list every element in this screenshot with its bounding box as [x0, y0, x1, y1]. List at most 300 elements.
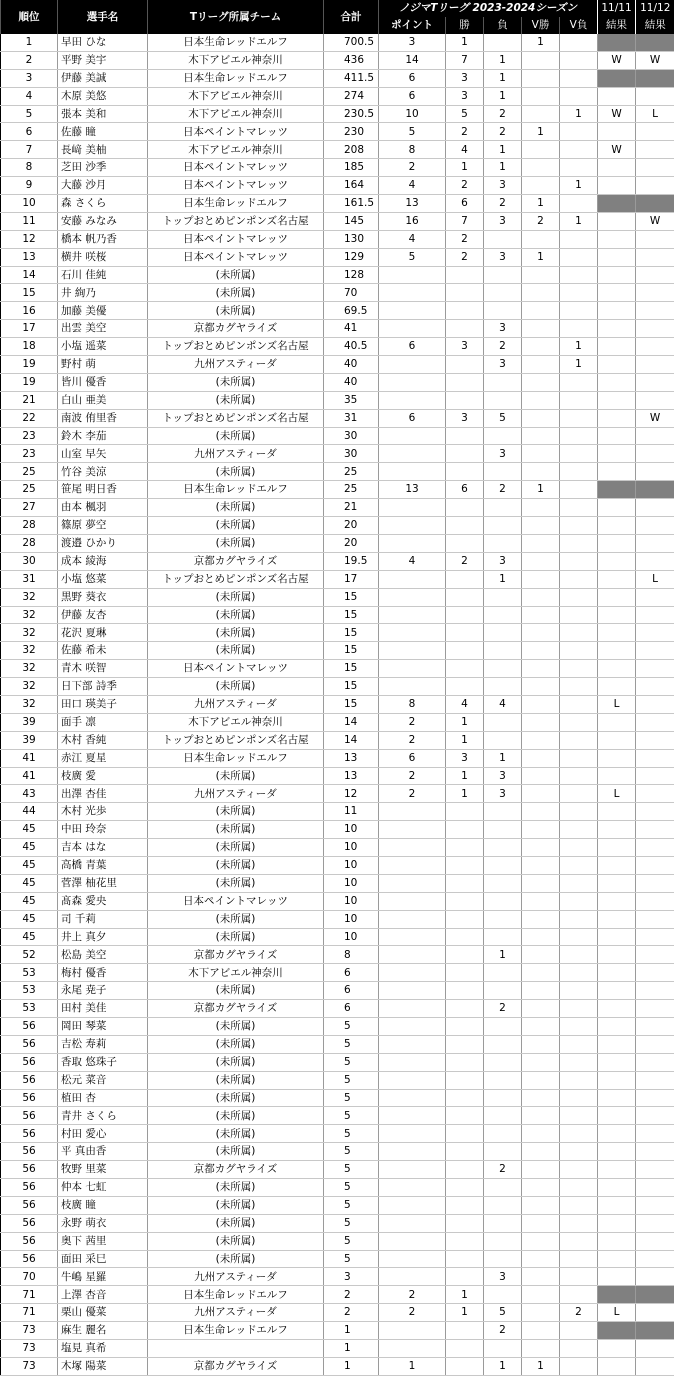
- vwins-cell: [522, 642, 560, 660]
- player-name-cell: 安藤 みなみ: [58, 212, 148, 230]
- player-name-cell: 木塚 陽菜: [58, 1357, 148, 1375]
- result2-cell: [636, 1000, 674, 1018]
- player-name-cell: 岡田 琴菜: [58, 1017, 148, 1035]
- total-cell: 20: [324, 517, 379, 535]
- vlosses-cell: [560, 1089, 598, 1107]
- player-name-cell: 竹谷 美涼: [58, 463, 148, 481]
- table-row: [1, 1035, 674, 1053]
- table-row: [1, 1286, 674, 1304]
- losses-cell: 2: [484, 338, 522, 356]
- total-cell: 5: [324, 1125, 379, 1143]
- table-row: [1, 51, 674, 69]
- wins-cell: [446, 803, 484, 821]
- result1-cell: [598, 1214, 636, 1232]
- vlosses-cell: [560, 856, 598, 874]
- points-cell: 4: [379, 552, 446, 570]
- result1-cell: [598, 678, 636, 696]
- vwins-cell: [522, 1322, 560, 1340]
- wins-cell: [446, 910, 484, 928]
- total-header: 合計: [324, 0, 379, 34]
- vwins-cell: [522, 517, 560, 535]
- total-cell: 5: [324, 1143, 379, 1161]
- result2-cell: [636, 177, 674, 195]
- player-name-cell: 松元 菜音: [58, 1071, 148, 1089]
- wins-cell: [446, 1089, 484, 1107]
- wins-cell: [446, 892, 484, 910]
- rank-cell: 44: [1, 803, 58, 821]
- result1-cell: [598, 1286, 636, 1304]
- wins-cell: [446, 1322, 484, 1340]
- wins-cell: [446, 982, 484, 1000]
- losses-cell: [484, 373, 522, 391]
- losses-cell: [484, 1143, 522, 1161]
- vlosses-cell: [560, 1161, 598, 1179]
- rank-cell: 27: [1, 499, 58, 517]
- rank-cell: 45: [1, 874, 58, 892]
- losses-cell: 3: [484, 248, 522, 266]
- vlosses-cell: [560, 499, 598, 517]
- losses-cell: 3: [484, 552, 522, 570]
- rank-cell: 10: [1, 195, 58, 213]
- vlosses-cell: [560, 391, 598, 409]
- total-cell: 13: [324, 767, 379, 785]
- losses-cell: 5: [484, 1304, 522, 1322]
- player-name-cell: 橋本 帆乃香: [58, 230, 148, 248]
- losses-cell: [484, 588, 522, 606]
- table-row: [1, 1000, 674, 1018]
- rank-cell: 52: [1, 946, 58, 964]
- result2-cell: [636, 373, 674, 391]
- total-cell: 14: [324, 731, 379, 749]
- rank-cell: 71: [1, 1304, 58, 1322]
- vlosses-cell: [560, 463, 598, 481]
- losses-cell: [484, 1232, 522, 1250]
- losses-cell: 5: [484, 409, 522, 427]
- table-row: [1, 159, 674, 177]
- points-header: ポイント: [379, 17, 446, 34]
- table-row: [1, 552, 674, 570]
- result1-cell: [598, 427, 636, 445]
- vlosses-cell: [560, 159, 598, 177]
- player-name-cell: 中田 玲奈: [58, 821, 148, 839]
- table-row: [1, 874, 674, 892]
- vlosses-cell: [560, 1232, 598, 1250]
- losses-cell: [484, 1196, 522, 1214]
- result2-cell: W: [636, 212, 674, 230]
- total-cell: 10: [324, 821, 379, 839]
- vwins-cell: [522, 1107, 560, 1125]
- vwins-cell: 1: [522, 248, 560, 266]
- wins-cell: [446, 373, 484, 391]
- player-name-cell: 横井 咲桜: [58, 248, 148, 266]
- vwins-cell: [522, 534, 560, 552]
- player-name-cell: 早田 ひな: [58, 34, 148, 51]
- player-name-cell: 芝田 沙季: [58, 159, 148, 177]
- vlosses-header: V負: [560, 17, 598, 34]
- team-cell: (未所属): [148, 1125, 324, 1143]
- table-row: [1, 910, 674, 928]
- wins-cell: [446, 1000, 484, 1018]
- losses-cell: [484, 463, 522, 481]
- total-cell: 15: [324, 624, 379, 642]
- result1-cell: [598, 1143, 636, 1161]
- rank-cell: 13: [1, 248, 58, 266]
- points-cell: 1: [379, 1357, 446, 1375]
- team-cell: (未所属): [148, 588, 324, 606]
- total-cell: 31: [324, 409, 379, 427]
- player-name-cell: 松島 美空: [58, 946, 148, 964]
- player-name-cell: 麻生 麗名: [58, 1322, 148, 1340]
- losses-cell: [484, 1340, 522, 1358]
- vlosses-cell: [560, 1143, 598, 1161]
- result2-cell: [636, 266, 674, 284]
- player-name-cell: 大藤 沙月: [58, 177, 148, 195]
- vlosses-cell: 1: [560, 356, 598, 374]
- points-cell: [379, 892, 446, 910]
- vlosses-cell: [560, 570, 598, 588]
- wins-cell: [446, 821, 484, 839]
- player-name-cell: 佐藤 瞳: [58, 123, 148, 141]
- vlosses-cell: [560, 1268, 598, 1286]
- losses-cell: 1: [484, 946, 522, 964]
- wins-cell: [446, 1232, 484, 1250]
- rank-cell: 45: [1, 892, 58, 910]
- result2-cell: [636, 159, 674, 177]
- wins-cell: [446, 499, 484, 517]
- rank-cell: 56: [1, 1196, 58, 1214]
- points-cell: [379, 391, 446, 409]
- result2-cell: [636, 87, 674, 105]
- table-row: [1, 248, 674, 266]
- table-row: [1, 463, 674, 481]
- table-row: [1, 338, 674, 356]
- player-name-cell: 梅村 優香: [58, 964, 148, 982]
- rank-cell: 18: [1, 338, 58, 356]
- losses-cell: [484, 266, 522, 284]
- wins-cell: 6: [446, 481, 484, 499]
- team-cell: 京都カグヤライズ: [148, 1357, 324, 1375]
- table-row: [1, 534, 674, 552]
- rank-cell: 56: [1, 1232, 58, 1250]
- points-cell: [379, 678, 446, 696]
- table-row: [1, 642, 674, 660]
- losses-cell: [484, 302, 522, 320]
- vwins-cell: [522, 427, 560, 445]
- losses-cell: 1: [484, 51, 522, 69]
- points-cell: 6: [379, 87, 446, 105]
- table-row: [1, 678, 674, 696]
- losses-cell: 3: [484, 1268, 522, 1286]
- result1-cell: [598, 624, 636, 642]
- team-cell: トップおとめピンポンズ名古屋: [148, 409, 324, 427]
- vlosses-cell: [560, 1000, 598, 1018]
- wins-cell: [446, 391, 484, 409]
- team-cell: (未所属): [148, 463, 324, 481]
- vwins-cell: [522, 1340, 560, 1358]
- wins-cell: 1: [446, 785, 484, 803]
- result1-cell: [598, 731, 636, 749]
- result2-cell: [636, 874, 674, 892]
- rank-cell: 32: [1, 642, 58, 660]
- total-cell: 13: [324, 749, 379, 767]
- rank-cell: 2: [1, 51, 58, 69]
- losses-cell: [484, 1107, 522, 1125]
- points-cell: [379, 821, 446, 839]
- team-cell: 京都カグヤライズ: [148, 946, 324, 964]
- vlosses-cell: [560, 34, 598, 51]
- total-cell: 185: [324, 159, 379, 177]
- total-cell: 6: [324, 1000, 379, 1018]
- vwins-cell: [522, 499, 560, 517]
- losses-cell: 3: [484, 785, 522, 803]
- rank-cell: 73: [1, 1322, 58, 1340]
- table-row: [1, 1161, 674, 1179]
- team-cell: 九州アスティーダ: [148, 695, 324, 713]
- result2-cell: [636, 356, 674, 374]
- vwins-header: V勝: [522, 17, 560, 34]
- points-cell: [379, 606, 446, 624]
- vwins-cell: [522, 445, 560, 463]
- points-cell: [379, 946, 446, 964]
- result1-cell: [598, 34, 636, 51]
- total-cell: 35: [324, 391, 379, 409]
- points-cell: [379, 1340, 446, 1358]
- player-name-cell: 平野 美宇: [58, 51, 148, 69]
- losses-cell: 2: [484, 105, 522, 123]
- result1-cell: [598, 1107, 636, 1125]
- total-cell: 5: [324, 1089, 379, 1107]
- points-cell: 10: [379, 105, 446, 123]
- vlosses-cell: [560, 874, 598, 892]
- team-cell: (未所属): [148, 624, 324, 642]
- result2-cell: [636, 248, 674, 266]
- result2-cell: [636, 928, 674, 946]
- result1-cell: [598, 928, 636, 946]
- rank-cell: 45: [1, 910, 58, 928]
- table-row: [1, 1053, 674, 1071]
- player-name-cell: 髙森 愛央: [58, 892, 148, 910]
- table-row: [1, 391, 674, 409]
- vwins-cell: [522, 588, 560, 606]
- wins-cell: [446, 874, 484, 892]
- result1-cell: [598, 821, 636, 839]
- losses-cell: [484, 1250, 522, 1268]
- wins-cell: [446, 1107, 484, 1125]
- total-cell: 128: [324, 266, 379, 284]
- losses-cell: [484, 821, 522, 839]
- vwins-cell: [522, 982, 560, 1000]
- result1-cell: [598, 713, 636, 731]
- wins-cell: [446, 678, 484, 696]
- vlosses-cell: [560, 248, 598, 266]
- player-name-cell: 井上 真夕: [58, 928, 148, 946]
- losses-cell: 3: [484, 356, 522, 374]
- points-cell: [379, 1089, 446, 1107]
- wins-cell: [446, 856, 484, 874]
- points-cell: [379, 642, 446, 660]
- team-cell: (未所属): [148, 982, 324, 1000]
- points-cell: [379, 1035, 446, 1053]
- total-cell: 17: [324, 570, 379, 588]
- result1-cell: [598, 803, 636, 821]
- points-cell: [379, 320, 446, 338]
- wins-cell: [446, 1035, 484, 1053]
- vwins-cell: [522, 463, 560, 481]
- player-name-cell: 山室 早矢: [58, 445, 148, 463]
- losses-cell: [484, 624, 522, 642]
- rank-cell: 32: [1, 660, 58, 678]
- team-cell: 九州アスティーダ: [148, 356, 324, 374]
- result2-cell: [636, 427, 674, 445]
- team-cell: (未所属): [148, 1089, 324, 1107]
- team-cell: 日本生命レッドエルフ: [148, 1322, 324, 1340]
- rank-cell: 9: [1, 177, 58, 195]
- table-row: [1, 785, 674, 803]
- total-cell: 5: [324, 1017, 379, 1035]
- player-name-cell: 上澤 杏音: [58, 1286, 148, 1304]
- table-row: [1, 1143, 674, 1161]
- player-name-cell: 白山 亜美: [58, 391, 148, 409]
- rank-cell: 3: [1, 69, 58, 87]
- rank-cell: 23: [1, 445, 58, 463]
- table-row: [1, 499, 674, 517]
- rank-cell: 14: [1, 266, 58, 284]
- result1-cell: [598, 839, 636, 857]
- wins-cell: [446, 1017, 484, 1035]
- vwins-cell: [522, 373, 560, 391]
- rank-cell: 1: [1, 34, 58, 51]
- losses-cell: [484, 803, 522, 821]
- total-cell: 161.5: [324, 195, 379, 213]
- table-row: [1, 481, 674, 499]
- team-cell: 日本ペイントマレッツ: [148, 123, 324, 141]
- vlosses-cell: [560, 785, 598, 803]
- losses-cell: [484, 678, 522, 696]
- result2-cell: W: [636, 51, 674, 69]
- wins-cell: [446, 588, 484, 606]
- name-header: 選手名: [58, 0, 148, 34]
- total-cell: 2: [324, 1304, 379, 1322]
- points-cell: 5: [379, 123, 446, 141]
- result1-cell: [598, 570, 636, 588]
- wins-cell: 1: [446, 1286, 484, 1304]
- total-cell: 10: [324, 874, 379, 892]
- points-cell: [379, 1322, 446, 1340]
- result2-cell: [636, 230, 674, 248]
- table-row: [1, 123, 674, 141]
- team-cell: 木下アビエル神奈川: [148, 964, 324, 982]
- result1-cell: L: [598, 1304, 636, 1322]
- team-cell: (未所属): [148, 284, 324, 302]
- vlosses-cell: [560, 588, 598, 606]
- team-cell: (未所属): [148, 767, 324, 785]
- losses-cell: [484, 499, 522, 517]
- wins-cell: 3: [446, 69, 484, 87]
- player-name-cell: 石川 佳純: [58, 266, 148, 284]
- result2-cell: [636, 821, 674, 839]
- wins-cell: 3: [446, 338, 484, 356]
- result1-cell: [598, 409, 636, 427]
- total-cell: 10: [324, 856, 379, 874]
- player-name-cell: 牧野 里菜: [58, 1161, 148, 1179]
- team-cell: トップおとめピンポンズ名古屋: [148, 212, 324, 230]
- table-row: [1, 892, 674, 910]
- wins-cell: [446, 356, 484, 374]
- table-row: [1, 1304, 674, 1322]
- table-row: [1, 570, 674, 588]
- vwins-cell: 1: [522, 481, 560, 499]
- vwins-cell: 1: [522, 1357, 560, 1375]
- result2-cell: [636, 1232, 674, 1250]
- losses-cell: [484, 230, 522, 248]
- table-row: [1, 1232, 674, 1250]
- result2-cell: [636, 320, 674, 338]
- losses-cell: 3: [484, 212, 522, 230]
- player-name-cell: 小塩 遥菜: [58, 338, 148, 356]
- vwins-cell: [522, 856, 560, 874]
- points-cell: 13: [379, 481, 446, 499]
- result1-cell: [598, 1071, 636, 1089]
- result2-cell: [636, 1322, 674, 1340]
- team-cell: 日本ペイントマレッツ: [148, 177, 324, 195]
- result2-cell: [636, 678, 674, 696]
- points-cell: [379, 1000, 446, 1018]
- points-cell: 13: [379, 195, 446, 213]
- team-cell: 日本生命レッドエルフ: [148, 69, 324, 87]
- losses-cell: [484, 1053, 522, 1071]
- vlosses-cell: [560, 302, 598, 320]
- vlosses-cell: [560, 1322, 598, 1340]
- wins-cell: [446, 839, 484, 857]
- rank-cell: 56: [1, 1053, 58, 1071]
- table-row: [1, 1089, 674, 1107]
- result1-cell: [598, 964, 636, 982]
- total-cell: 1: [324, 1322, 379, 1340]
- points-cell: 2: [379, 159, 446, 177]
- points-cell: 3: [379, 34, 446, 51]
- date2-header: 11/12: [636, 0, 674, 17]
- result2-cell: [636, 463, 674, 481]
- vwins-cell: [522, 1035, 560, 1053]
- total-cell: 70: [324, 284, 379, 302]
- vlosses-cell: 1: [560, 105, 598, 123]
- vlosses-cell: [560, 1053, 598, 1071]
- result1-header: 結果: [598, 17, 636, 34]
- total-cell: 19.5: [324, 552, 379, 570]
- player-name-cell: 鈴木 李茄: [58, 427, 148, 445]
- result2-cell: [636, 1357, 674, 1375]
- points-cell: [379, 570, 446, 588]
- result2-cell: [636, 1268, 674, 1286]
- wins-cell: 4: [446, 695, 484, 713]
- result1-cell: [598, 946, 636, 964]
- vlosses-cell: [560, 230, 598, 248]
- losses-cell: [484, 391, 522, 409]
- points-cell: 14: [379, 51, 446, 69]
- wins-cell: [446, 1143, 484, 1161]
- vwins-cell: [522, 874, 560, 892]
- player-name-cell: 張本 美和: [58, 105, 148, 123]
- vlosses-cell: [560, 1250, 598, 1268]
- result1-cell: W: [598, 105, 636, 123]
- wins-cell: [446, 928, 484, 946]
- vwins-cell: [522, 910, 560, 928]
- player-name-cell: 花沢 夏琳: [58, 624, 148, 642]
- team-cell: (未所属): [148, 874, 324, 892]
- player-name-cell: 赤江 夏星: [58, 749, 148, 767]
- points-cell: [379, 1107, 446, 1125]
- result2-cell: [636, 839, 674, 857]
